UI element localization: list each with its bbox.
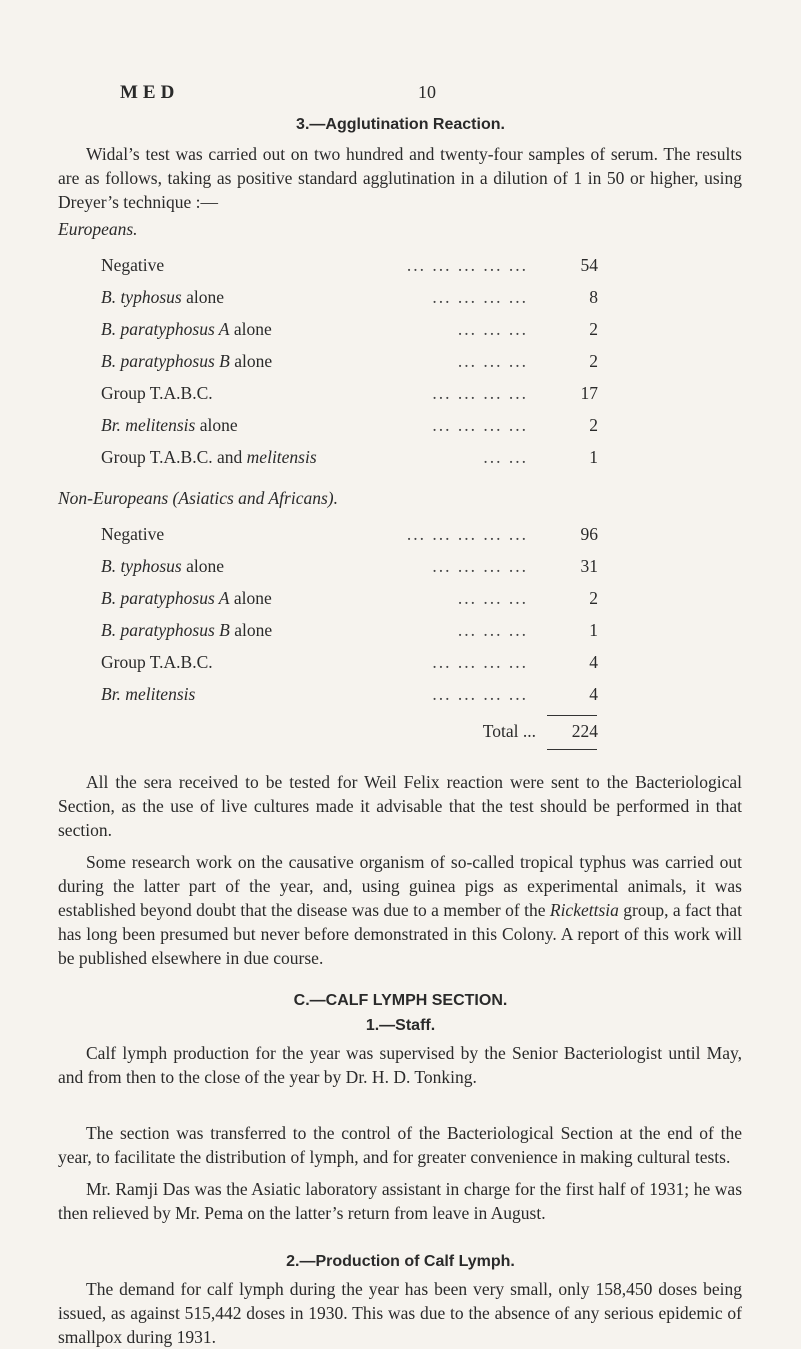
production-paragraph-1: The demand for calf lymph during the year has been very small, only 158,450 doses being issued, as against 515,442 doses in 1930. This was due to the absence of any serious epidemic of smallpox during 1931. <box>58 1279 742 1347</box>
row-value: 4 <box>589 684 598 704</box>
row-value: 2 <box>589 415 598 435</box>
row-value: 54 <box>580 255 598 275</box>
leader-dots: ... ... ... ... <box>432 415 528 435</box>
row-label: B. paratyphosus A alone <box>101 319 272 339</box>
table-row <box>101 415 598 439</box>
table-row <box>101 447 598 471</box>
subheading-staff: 1.—Staff. <box>365 1017 436 1034</box>
total-value: 224 <box>571 721 598 741</box>
row-label: Group T.A.B.C. <box>101 652 213 672</box>
running-title: MED <box>120 82 180 103</box>
table-row <box>101 351 598 375</box>
leader-dots: ... ... <box>483 447 528 467</box>
intro-paragraph: Widal’s test was carried out on two hundred and twenty-four samples of serum. The results are as follows, taking as positive standard agglutination in a dilution of 1 in 50 or higher, using Dreyer’s technique :— <box>58 144 742 212</box>
row-label: Group T.A.B.C. and melitensis <box>101 447 317 467</box>
row-value: 2 <box>589 351 598 371</box>
table-row <box>101 588 598 612</box>
row-value: 2 <box>589 319 598 339</box>
row-label: Group T.A.B.C. <box>101 383 213 403</box>
row-label: B. paratyphosus B alone <box>101 351 273 371</box>
row-value: 8 <box>589 287 598 307</box>
table-row <box>101 524 598 548</box>
table-row <box>101 620 598 644</box>
row-value: 1 <box>589 447 598 467</box>
row-value: 2 <box>589 588 598 608</box>
table-row <box>101 383 598 407</box>
leader-dots: ... ... ... <box>457 319 528 339</box>
europeans-heading: Europeans. <box>58 219 138 239</box>
table-row <box>101 684 598 708</box>
row-label: Br. melitensis alone <box>101 415 238 435</box>
section-heading-calf-lymph: C.—CALF LYMPH SECTION. <box>293 992 508 1009</box>
table-row <box>101 652 598 676</box>
row-value: 31 <box>580 556 598 576</box>
row-label: Negative <box>101 524 165 544</box>
row-label: B. paratyphosus A alone <box>101 588 272 608</box>
row-value: 96 <box>580 524 598 544</box>
leader-dots: ... ... ... <box>457 351 528 371</box>
leader-dots: ... ... ... ... <box>432 287 528 307</box>
leader-dots: ... ... ... ... ... <box>406 255 528 275</box>
row-label: Br. melitensis <box>101 684 196 704</box>
staff-paragraph-1: Calf lymph production for the year was supervised by the Senior Bacteriologist until May, and from then to the close of the year by Dr. H. D. Tonking. <box>58 1043 742 1087</box>
table-row <box>101 255 598 279</box>
row-label: Negative <box>101 255 165 275</box>
row-label: B. typhosus alone <box>101 556 224 576</box>
leader-dots: ... ... ... ... ... <box>406 524 528 544</box>
leader-dots: ... ... ... ... <box>432 652 528 672</box>
subheading-production: 2.—Production of Calf Lymph. <box>286 1253 515 1270</box>
weil-felix-paragraph: All the sera received to be tested for Weil Felix reaction were sent to the Bacteriological Section, as the use of live cultures made it advisable that the test should be performed in that section. <box>58 772 742 840</box>
total-rule-bottom <box>547 749 597 750</box>
total-label: Total ... <box>482 721 536 741</box>
row-value: 1 <box>589 620 598 640</box>
table-row <box>101 287 598 311</box>
table-row <box>101 556 598 580</box>
section-heading-agglutination: 3.—Agglutination Reaction. <box>296 116 505 133</box>
leader-dots: ... ... ... <box>457 588 528 608</box>
row-value: 4 <box>589 652 598 672</box>
leader-dots: ... ... ... ... <box>432 684 528 704</box>
staff-paragraph-2: The section was transferred to the control of the Bacteriological Section at the end of the year, to facilitate the distribution of lymph, and for greater convenience in making cultural tests. <box>58 1123 742 1167</box>
leader-dots: ... ... ... ... <box>432 556 528 576</box>
row-label: B. typhosus alone <box>101 287 224 307</box>
typhus-paragraph: Some research work on the causative organism of so-called tropical typhus was carried out during the latter part of the year, and, using guinea pigs as experimental animals, it was established beyond doubt that the disease was due to a member of the Rickettsia group, a fact that has long been presumed but never before demonstrated in this Colony. A report of this work will be published elsewhere in due course. <box>58 852 742 968</box>
leader-dots: ... ... ... <box>457 620 528 640</box>
leader-dots: ... ... ... ... <box>432 383 528 403</box>
table-row <box>101 319 598 343</box>
row-label: B. paratyphosus B alone <box>101 620 273 640</box>
non-europeans-heading: Non-Europeans (Asiatics and Africans). <box>58 488 338 508</box>
page-number: 10 <box>418 82 436 102</box>
row-value: 17 <box>580 383 598 403</box>
total-rule-top <box>547 715 597 716</box>
staff-paragraph-3: Mr. Ramji Das was the Asiatic laboratory assistant in charge for the first half of 1931; he was then relieved by Mr. Pema on the latter’s return from leave in August. <box>58 1179 742 1223</box>
